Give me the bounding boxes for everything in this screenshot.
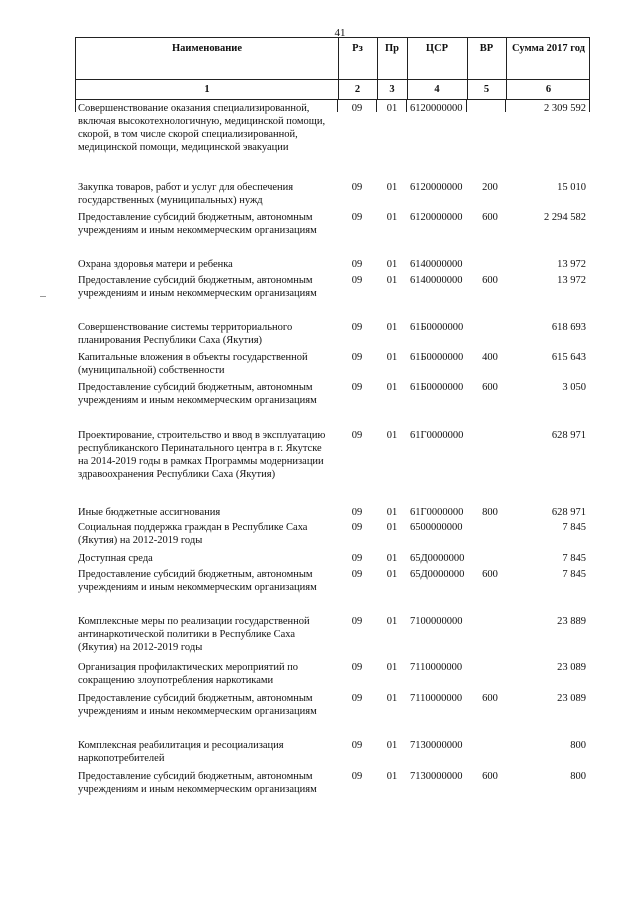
row-sum: 3 050 bbox=[562, 382, 586, 393]
row-vr: 600 bbox=[482, 382, 498, 393]
row-rz: 09 bbox=[351, 382, 363, 393]
row-rz: 09 bbox=[351, 507, 363, 518]
row-name: Совершенствование оказания специализированной, включая высокотехнологичную, медицинской помощи, скорой, в том числе скорой специализированной, медицинской помощи, медицинской эвакуации bbox=[78, 103, 326, 153]
row-name: Социальная поддержка граждан в Республике Саха (Якутия) на 2012-2019 годы bbox=[78, 522, 308, 546]
row-name: Совершенствование системы территориального планирования Республики Саха (Якутия) bbox=[78, 322, 293, 346]
row-pr: 01 bbox=[386, 507, 398, 518]
row-pr: 01 bbox=[386, 522, 398, 533]
row-pr: 01 bbox=[386, 259, 398, 270]
row-vr: 600 bbox=[482, 569, 498, 580]
row-csr: 6500000000 bbox=[410, 522, 463, 533]
row-rz: 09 bbox=[351, 553, 363, 564]
row-pr: 01 bbox=[386, 182, 398, 193]
row-vr: 600 bbox=[482, 693, 498, 704]
row-sum: 615 643 bbox=[551, 352, 586, 363]
row-name: Предоставление субсидий бюджетным, автономным учреждениям и иным некоммерческим организациям bbox=[78, 212, 317, 236]
row-rz: 09 bbox=[351, 740, 363, 751]
row-csr: 61Г0000000 bbox=[410, 507, 464, 518]
header-rz: Рз bbox=[352, 43, 363, 54]
row-vr: 400 bbox=[482, 352, 498, 363]
row-pr: 01 bbox=[386, 553, 398, 564]
row-rz: 09 bbox=[351, 569, 363, 580]
row-csr: 7130000000 bbox=[410, 740, 463, 751]
row-pr: 01 bbox=[386, 382, 398, 393]
row-pr: 01 bbox=[386, 430, 398, 441]
row-pr: 01 bbox=[386, 275, 398, 286]
row-pr: 01 bbox=[386, 693, 398, 704]
row-vr: 800 bbox=[482, 507, 498, 518]
header-sum: Сумма 2017 год bbox=[512, 43, 585, 54]
row-csr: 6120000000 bbox=[410, 212, 463, 223]
row-name: Доступная среда bbox=[78, 553, 153, 564]
row-vr: 600 bbox=[482, 771, 498, 782]
row-csr: 61Б0000000 bbox=[410, 382, 464, 393]
row-rz: 09 bbox=[351, 322, 363, 333]
row-csr: 7130000000 bbox=[410, 771, 463, 782]
row-name: Проектирование, строительство и ввод в эксплуатацию республиканского Перинатального центра в г. Якутске на 2014-2019 годы в рамках Программы модернизации здравоохранения Республики Саха (Якутия) bbox=[78, 430, 326, 480]
row-sum: 618 693 bbox=[551, 322, 586, 333]
row-vr: 600 bbox=[482, 275, 498, 286]
row-rz: 09 bbox=[351, 693, 363, 704]
row-name: Предоставление субсидий бюджетным, автономным учреждениям и иным некоммерческим организациям bbox=[78, 382, 317, 406]
row-name: Комплексные меры по реализации государственной антинаркотической политики в Республике Саха (Якутия) на 2012-2019 годы bbox=[78, 616, 310, 653]
row-sum: 23 889 bbox=[557, 616, 586, 627]
row-pr: 01 bbox=[386, 352, 398, 363]
header-num-rz: 2 bbox=[354, 84, 361, 95]
row-sum: 13 972 bbox=[557, 275, 586, 286]
page-number: 41 bbox=[334, 27, 346, 39]
row-rz: 09 bbox=[351, 771, 363, 782]
row-rz: 09 bbox=[351, 103, 363, 114]
header-num-csr: 4 bbox=[434, 84, 440, 95]
row-sum: 800 bbox=[570, 740, 586, 751]
row-rz: 09 bbox=[351, 616, 363, 627]
row-sum: 628 971 bbox=[551, 430, 586, 441]
row-sum: 2 294 582 bbox=[544, 212, 586, 223]
margin-mark bbox=[40, 296, 46, 297]
row-name: Предоставление субсидий бюджетным, автономным учреждениям и иным некоммерческим организациям bbox=[78, 771, 317, 795]
row-pr: 01 bbox=[386, 322, 398, 333]
header-num-pr: 3 bbox=[389, 84, 395, 95]
table-header bbox=[75, 37, 590, 100]
row-pr: 01 bbox=[386, 212, 398, 223]
row-sum: 23 089 bbox=[557, 693, 586, 704]
row-vr: 600 bbox=[482, 212, 498, 223]
row-rz: 09 bbox=[351, 275, 363, 286]
row-name: Иные бюджетные ассигнования bbox=[78, 507, 221, 518]
row-rz: 09 bbox=[351, 522, 363, 533]
row-pr: 01 bbox=[386, 569, 398, 580]
row-csr: 61Г0000000 bbox=[410, 430, 464, 441]
row-rz: 09 bbox=[351, 352, 363, 363]
row-sum: 2 309 592 bbox=[544, 103, 586, 114]
row-rz: 09 bbox=[351, 259, 363, 270]
header-num-sum: 6 bbox=[545, 84, 552, 95]
row-pr: 01 bbox=[386, 103, 398, 114]
header-name: Наименование bbox=[172, 43, 242, 54]
row-sum: 800 bbox=[570, 771, 586, 782]
row-name: Предоставление субсидий бюджетным, автономным учреждениям и иным некоммерческим организациям bbox=[78, 275, 317, 299]
row-csr: 7110000000 bbox=[410, 693, 463, 704]
header-num-vr: 5 bbox=[483, 84, 490, 95]
row-sum: 7 845 bbox=[562, 522, 586, 533]
row-rz: 09 bbox=[351, 662, 363, 673]
row-csr: 65Д0000000 bbox=[410, 569, 465, 580]
row-name: Охрана здоровья матери и ребенка bbox=[78, 259, 233, 270]
row-name: Капитальные вложения в объекты государственной (муниципальной) собственности bbox=[78, 352, 308, 376]
row-pr: 01 bbox=[386, 662, 398, 673]
row-rz: 09 bbox=[351, 212, 363, 223]
row-sum: 7 845 bbox=[562, 553, 586, 564]
row-name: Предоставление субсидий бюджетным, автономным учреждениям и иным некоммерческим организациям bbox=[78, 693, 317, 717]
header-pr: Пр bbox=[384, 43, 399, 54]
row-rz: 09 bbox=[351, 182, 363, 193]
row-csr: 7110000000 bbox=[410, 662, 463, 673]
row-csr: 6120000000 bbox=[410, 103, 463, 114]
row-name: Комплексная реабилитация и ресоциализация наркопотребителей bbox=[78, 740, 284, 764]
header-num-name: 1 bbox=[204, 84, 210, 95]
row-name: Предоставление субсидий бюджетным, автономным учреждениям и иным некоммерческим организациям bbox=[78, 569, 317, 593]
row-csr: 61Б0000000 bbox=[410, 352, 464, 363]
row-sum: 15 010 bbox=[557, 182, 586, 193]
row-pr: 01 bbox=[386, 616, 398, 627]
header-csr: ЦСР bbox=[425, 43, 449, 54]
row-pr: 01 bbox=[386, 771, 398, 782]
row-csr: 7100000000 bbox=[410, 616, 463, 627]
row-sum: 23 089 bbox=[557, 662, 586, 673]
row-csr: 61Б0000000 bbox=[410, 322, 464, 333]
row-sum: 13 972 bbox=[557, 259, 586, 270]
row-csr: 65Д0000000 bbox=[410, 553, 465, 564]
row-sum: 7 845 bbox=[562, 569, 586, 580]
row-csr: 6140000000 bbox=[410, 259, 463, 270]
row-vr: 200 bbox=[482, 182, 498, 193]
row-csr: 6140000000 bbox=[410, 275, 463, 286]
row-pr: 01 bbox=[386, 740, 398, 751]
row-sum: 628 971 bbox=[551, 507, 586, 518]
row-rz: 09 bbox=[351, 430, 363, 441]
header-vr: ВР bbox=[479, 43, 494, 54]
row-name: Организация профилактических мероприятий по сокращению злоупотребления наркотиками bbox=[78, 662, 299, 686]
row-name: Закупка товаров, работ и услуг для обеспечения государственных (муниципальных) нужд bbox=[78, 182, 294, 206]
row-csr: 6120000000 bbox=[410, 182, 463, 193]
